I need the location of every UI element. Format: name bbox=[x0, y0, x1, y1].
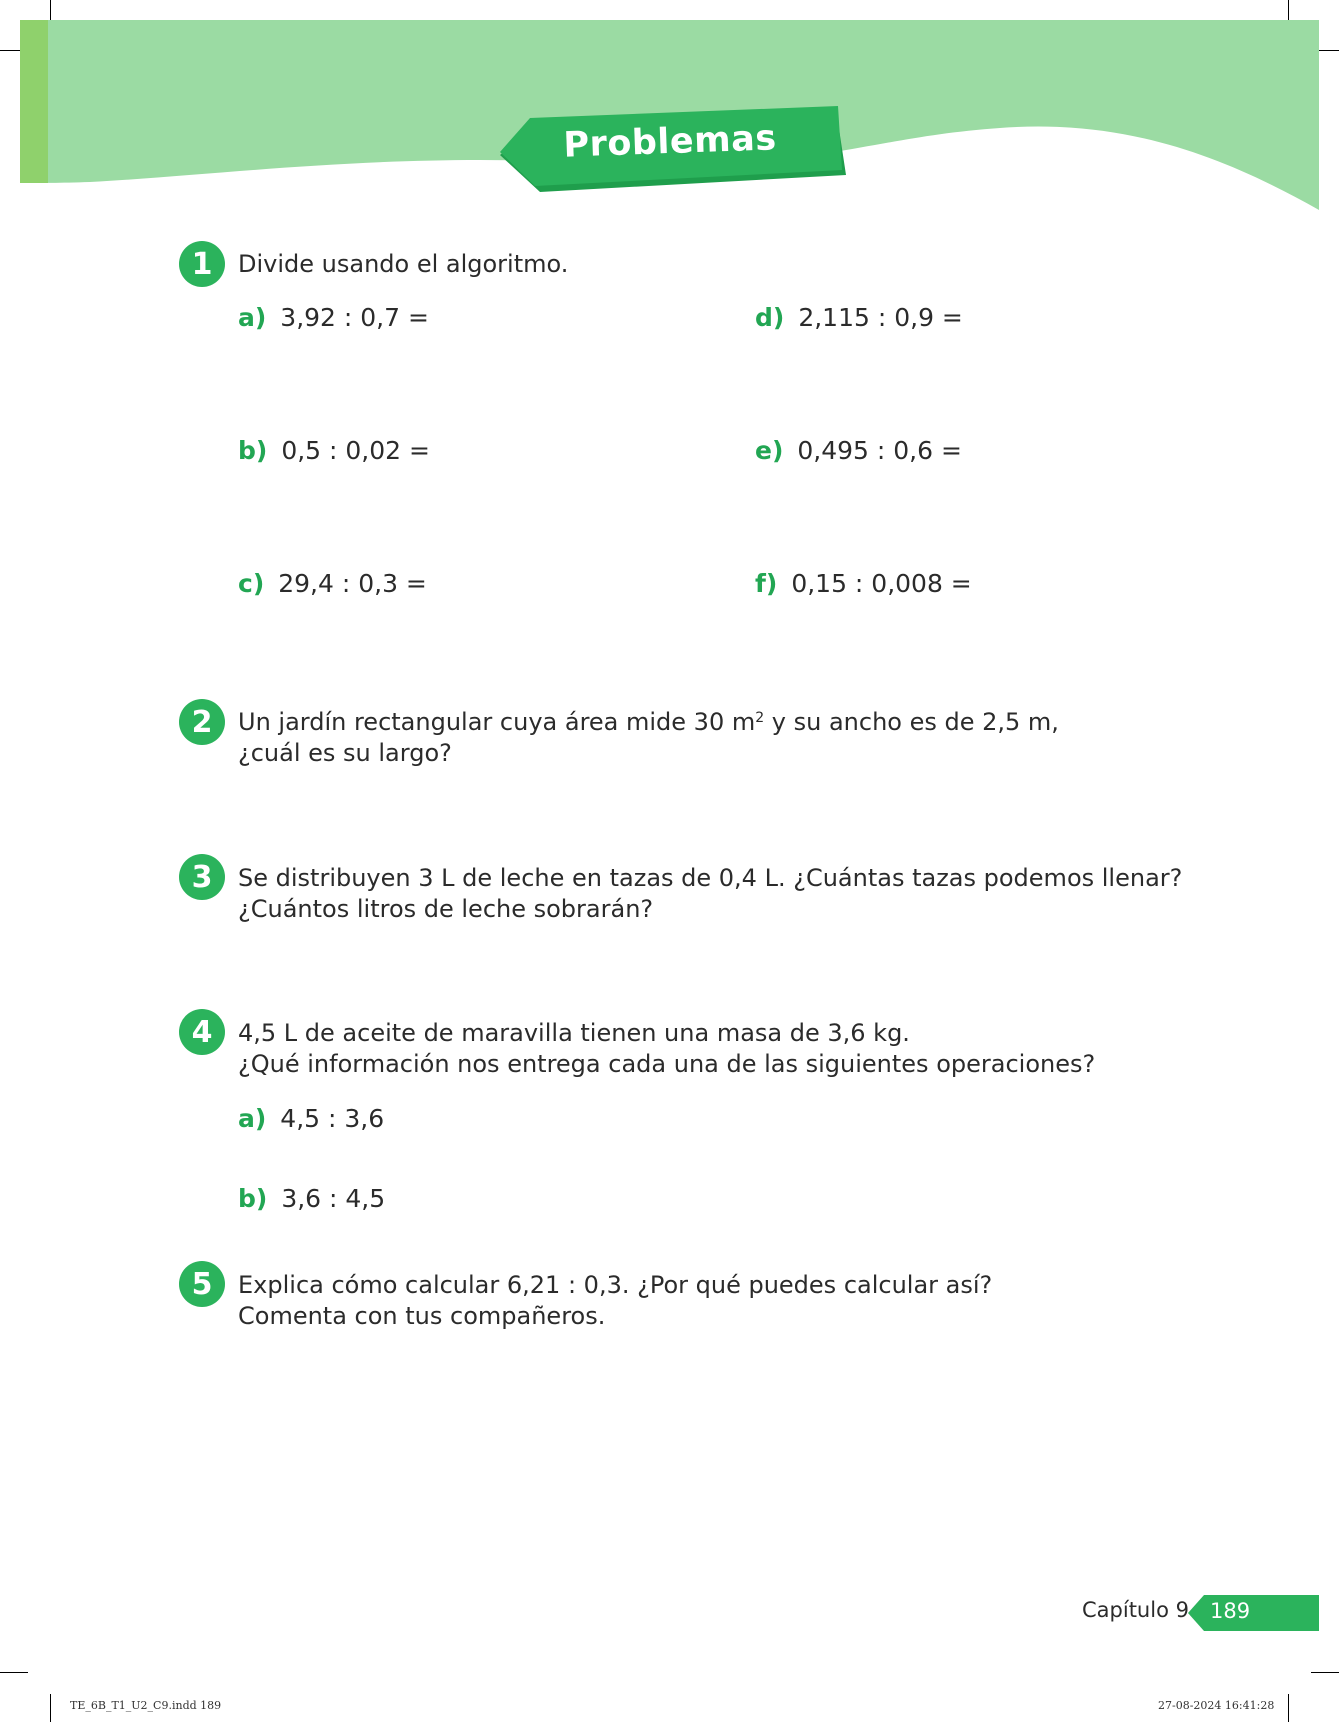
problem-statement bbox=[238, 1018, 1095, 1080]
item-expression: 2,115 : 0,9 = bbox=[798, 303, 963, 332]
exercise-item bbox=[238, 1103, 384, 1135]
item-label: b) bbox=[238, 1184, 268, 1213]
item-label: d) bbox=[755, 303, 785, 332]
item-label: b) bbox=[238, 436, 268, 465]
exercise-item bbox=[238, 568, 427, 600]
statement-text: y su ancho es de 2,5 m, bbox=[764, 708, 1059, 736]
statement-line: ¿Qué información nos entrega cada una de las siguientes operaciones? bbox=[238, 1050, 1096, 1078]
statement-text: Un jardín rectangular cuya área mide 30 m bbox=[238, 708, 756, 736]
exercise-item bbox=[755, 568, 972, 600]
problem-number-badge: 4 bbox=[179, 1009, 225, 1055]
item-label: e) bbox=[755, 436, 784, 465]
item-expression: 29,4 : 0,3 = bbox=[278, 569, 427, 598]
slug-timestamp: 27-08-2024 16:41:28 bbox=[1158, 1699, 1275, 1712]
item-label: a) bbox=[238, 303, 267, 332]
crop-mark bbox=[50, 1694, 51, 1722]
problem-number-badge: 3 bbox=[179, 854, 225, 900]
item-label: c) bbox=[238, 569, 265, 598]
statement-line: Comenta con tus compañeros. bbox=[238, 1302, 606, 1330]
item-expression: 0,5 : 0,02 = bbox=[281, 436, 430, 465]
problem-statement bbox=[238, 863, 1182, 925]
statement-line: ¿cuál es su largo? bbox=[238, 739, 452, 767]
header-wave-band bbox=[0, 0, 1339, 220]
problem-statement bbox=[238, 707, 1059, 769]
section-title: Problemas bbox=[562, 118, 778, 166]
problem-number-badge: 5 bbox=[179, 1261, 225, 1307]
crop-mark bbox=[1288, 1694, 1289, 1722]
item-label: a) bbox=[238, 1104, 267, 1133]
superscript: 2 bbox=[755, 710, 765, 726]
problem-number-badge: 1 bbox=[179, 241, 225, 287]
chapter-label: Capítulo 9 bbox=[1082, 1598, 1189, 1622]
statement-line bbox=[238, 707, 1059, 738]
item-label: f) bbox=[755, 569, 778, 598]
statement-line: Se distribuyen 3 L de leche en tazas de 0,4 L. ¿Cuántas tazas podemos llenar? bbox=[238, 864, 1183, 892]
item-expression: 0,495 : 0,6 = bbox=[797, 436, 962, 465]
slug-filename: TE_6B_T1_U2_C9.indd 189 bbox=[70, 1699, 222, 1712]
statement-line: Explica cómo calcular 6,21 : 0,3. ¿Por qué puedes calcular así? bbox=[238, 1271, 993, 1299]
page-number-tab bbox=[1188, 1595, 1319, 1631]
exercise-item bbox=[238, 302, 429, 334]
crop-mark bbox=[1311, 1672, 1339, 1673]
item-expression: 4,5 : 3,6 bbox=[280, 1104, 385, 1133]
exercise-item bbox=[755, 302, 963, 334]
problem-statement: Divide usando el algoritmo. bbox=[238, 250, 569, 278]
statement-line: 4,5 L de aceite de maravilla tienen una masa de 3,6 kg. bbox=[238, 1019, 910, 1047]
item-expression: 0,15 : 0,008 = bbox=[791, 569, 972, 598]
item-expression: 3,6 : 4,5 bbox=[281, 1184, 386, 1213]
problem-statement bbox=[238, 1270, 992, 1332]
exercise-item bbox=[755, 435, 962, 467]
problem-number-badge: 2 bbox=[179, 699, 225, 745]
exercise-item bbox=[238, 435, 430, 467]
exercise-item bbox=[238, 1183, 385, 1215]
statement-line: ¿Cuántos litros de leche sobrarán? bbox=[238, 895, 654, 923]
item-expression: 3,92 : 0,7 = bbox=[280, 303, 429, 332]
page-number: 189 bbox=[1210, 1599, 1251, 1623]
crop-mark bbox=[0, 1672, 28, 1673]
